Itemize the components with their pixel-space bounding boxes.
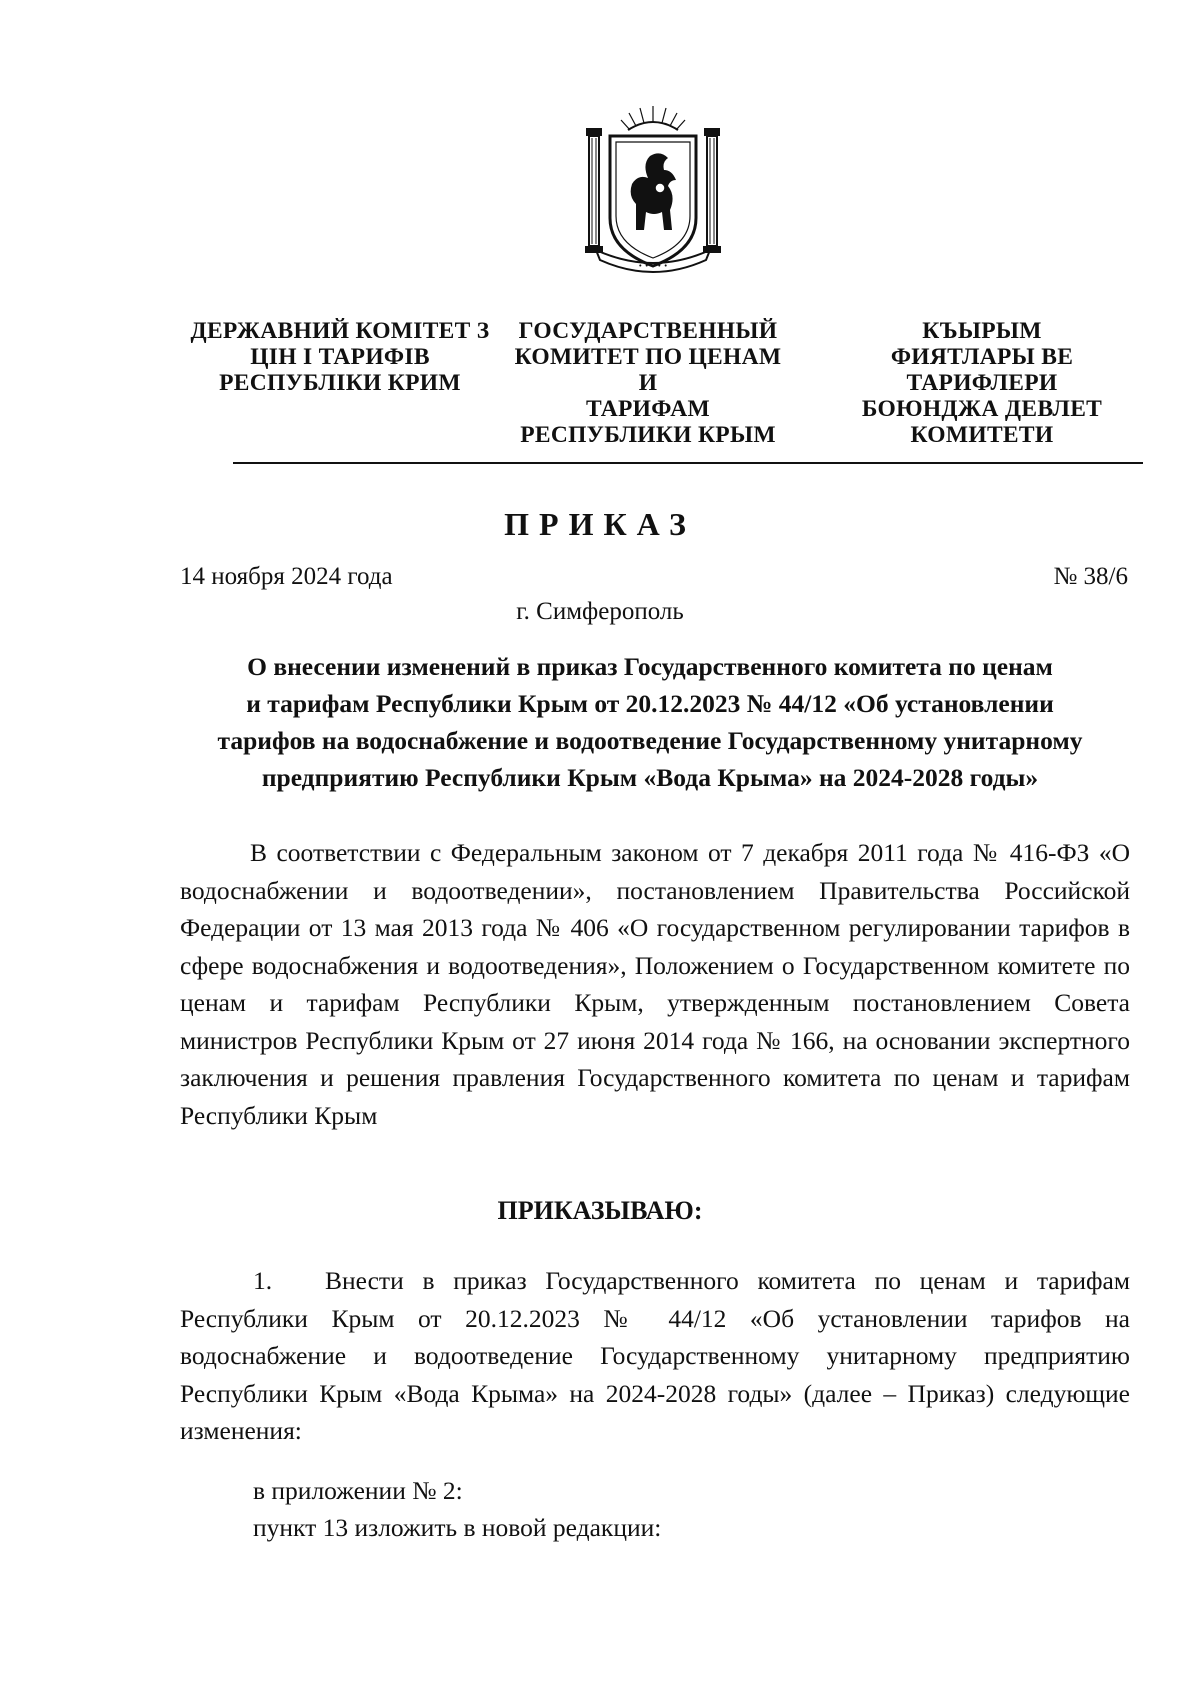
letterhead: [190, 318, 1150, 448]
document-number: № 38/6: [1053, 563, 1128, 590]
letterhead-ukrainian: [190, 318, 490, 396]
letterhead-line: ФИЯТЛАРЫ ВЕ ТАРИФЛЕРИ: [890, 344, 1074, 396]
letterhead-line: КОМИТЕТИ: [910, 422, 1054, 448]
letterhead-russian: [508, 318, 788, 448]
item-text: Внести в приказ Государственного комитета по ценам и тарифам Республики Крым от 20.12.2023 № 44/12 «Об установлении тарифов на водоснабжение и водоотведение Государственному унитарному предприятию Республики Крым «Вода Крыма» на 2024-2028 годы» (далее – Приказ) следующие изменения:: [180, 1266, 1130, 1445]
svg-text:• • • • •: • • • • •: [638, 262, 668, 270]
letterhead-line: КОМИТЕТ ПО ЦЕНАМ И: [514, 344, 782, 396]
amendment-line: в приложении № 2:: [253, 1476, 463, 1505]
letterhead-line: ТАРИФАМ: [585, 396, 711, 422]
subject-line: О внесении изменений в приказ Государственного комитета по ценам: [247, 652, 1053, 681]
subject-line: предприятию Республики Крым «Вода Крыма» на 2024-2028 годы»: [261, 763, 1039, 792]
item-number: 1.: [253, 1266, 273, 1295]
order-item-1: [180, 1262, 1130, 1450]
amendment-line: пункт 13 изложить в новой редакции:: [253, 1513, 662, 1542]
document-city: г. Симферополь: [516, 598, 684, 625]
document-title: ПРИКАЗ: [504, 506, 696, 542]
letterhead-line: РЕСПУБЛИКИ КРЫМ: [520, 422, 776, 448]
letterhead-line: ГОСУДАРСТВЕННЫЙ: [518, 318, 778, 344]
subject-line: и тарифам Республики Крым от 20.12.2023 № 44/12 «Об установлении: [246, 689, 1054, 718]
subject-line: тарифов на водоснабжение и водоотведение Государственному унитарному: [217, 726, 1083, 755]
header-divider: [233, 462, 1143, 464]
letterhead-line: КЪЫРЫМ: [922, 318, 1042, 344]
letterhead-crimean-tatar: [822, 318, 1142, 448]
document-subject: [170, 648, 1130, 796]
letterhead-line: БОЮНДЖА ДЕВЛЕТ: [861, 396, 1103, 422]
coat-of-arms-icon: [578, 100, 728, 280]
ordering-heading: ПРИКАЗЫВАЮ:: [497, 1196, 703, 1225]
preamble-paragraph: В соответствии с Федеральным законом от 7 декабря 2011 года № 416-ФЗ «О водоснабжении и водоотведении», постановлением Правительства Российской Федерации от 13 мая 2013 года № 406 «О государственном регулировании тарифов в сфере водоснабжения и водоотведения», Положением о Государственном комитете по ценам и тарифам Республики Крым, утвержденным постановлением Совета министров Республики Крым от 27 июня 2014 года № 166, на основании экспертного заключения и решения правления Государственного комитета по ценам и тарифам Республики Крым: [180, 838, 1130, 1130]
letterhead-line: ЦІН І ТАРИФІВ: [250, 344, 430, 370]
document-date: 14 ноября 2024 года: [180, 563, 393, 590]
letterhead-line: РЕСПУБЛІКИ КРИМ: [219, 370, 461, 396]
letterhead-line: ДЕРЖАВНИЙ КОМІТЕТ З: [190, 318, 490, 344]
